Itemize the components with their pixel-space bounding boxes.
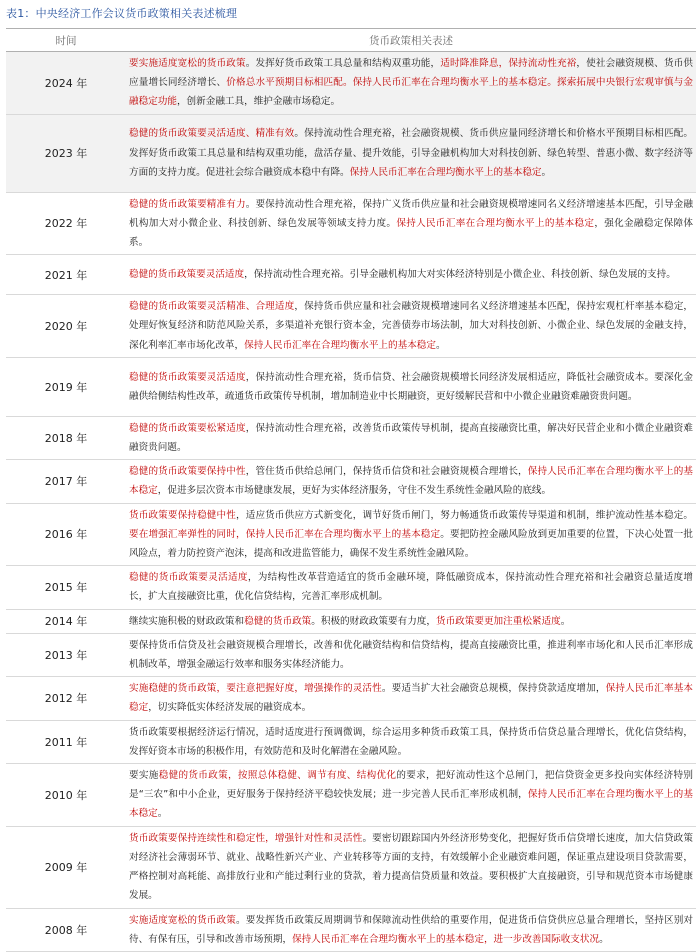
body-text: 货币政策要根据经济运行情况，适时适度进行预调微调，综合运用多种货币政策工具，保持货币信贷总量合理增长，优化信贷结构，发挥好资本市场的积极作用，有效防范和及时化解潜在金融风险。 xyxy=(129,726,693,757)
highlighted-text: 保持人民币汇率在合理均衡水平上的基本稳定 xyxy=(396,217,595,229)
row-text xyxy=(126,295,696,358)
row-year: 2012 年 xyxy=(6,677,126,720)
table-row xyxy=(6,503,696,566)
table-row xyxy=(6,460,696,503)
highlighted-text: 稳健的货币政策要灵活适度 xyxy=(129,269,245,281)
highlighted-text: 要实施适度宽松的货币政策 xyxy=(129,58,246,69)
highlighted-text: 稳健的货币政策要灵活精准、合理适度 xyxy=(129,301,295,313)
body-text: ，强化金融稳定保障体系。 xyxy=(129,217,694,249)
policy-table xyxy=(6,28,696,952)
highlighted-text: 货币政策要更加注重松紧适度 xyxy=(436,615,561,627)
highlighted-text: 要在增强汇率弹性的同时，保持人民币汇率在合理均衡水平上的基本稳定 xyxy=(129,528,441,540)
row-text xyxy=(126,503,696,566)
row-year: 2011 年 xyxy=(6,720,126,763)
row-year: 2024 年 xyxy=(6,52,126,115)
row-year: 2017 年 xyxy=(6,460,126,503)
body-text: 。 xyxy=(436,339,446,351)
row-text xyxy=(126,908,696,951)
highlighted-text: 货币政策要保持稳健中性 xyxy=(129,509,236,521)
row-year: 2023 年 xyxy=(6,114,126,192)
body-text: 。 xyxy=(157,808,168,820)
body-text: 继续实施积极的财政政策和 xyxy=(129,615,245,627)
body-text: 。发挥好货币政策工具总量和结构双重功能， xyxy=(245,58,441,69)
table-row xyxy=(6,416,696,459)
body-text: 。保持流动性合理充裕，社会融资规模、货币供应量同经济增长和价格水平预期目标相匹配。发挥好货币政策工具总量和结构双重功能，盘活存量、提升效能，引导金融机构加大对科技创新、绿色转型、普惠小微、数字经济等方面的支持力度。促进社会综合融资成本稳中有降。 xyxy=(129,128,694,178)
body-text: 。 xyxy=(560,615,571,627)
body-text: ，切实降低实体经济发展的融资成本。 xyxy=(148,702,312,714)
row-year: 2013 年 xyxy=(6,633,126,676)
body-text: 。 xyxy=(599,933,609,945)
body-text: 。要发挥货币政策反周期调节和保障流动性供给的重要作用，促进货币信贷供应总量合理增长，坚持区别对待、有保有压，引导和改善市场预期， xyxy=(129,914,694,945)
body-text: 。要把防控金融风险放到更加重要的位置，下决心处置一批风险点，着力防控资产泡沫，提高和改进监管能力，确保不发生系统性金融风险。 xyxy=(129,528,694,560)
row-year: 2015 年 xyxy=(6,566,126,609)
body-text: ，保持流动性合理充裕，货币信贷、社会融资规模增长同经济发展相适应，降低社会融资成本。要深化金融供给侧结构性改革，疏通货币政策传导机制，增加制造业中长期融资，更好缓解民营和中小微企业融资难融资贵问题。 xyxy=(129,371,694,402)
body-text: ，保持流动性合理充裕。引导金融机构加大对实体经济特别是小微企业、科技创新、绿色发展的支持。 xyxy=(244,269,676,281)
row-text xyxy=(126,826,696,908)
row-text xyxy=(126,720,696,763)
row-text xyxy=(126,357,696,416)
highlighted-text: 稳健的货币政策要松紧适度 xyxy=(129,422,246,434)
table-caption: 表1：中央经济工作会议货币政策相关表述梳理 xyxy=(6,7,238,20)
table-row xyxy=(6,677,696,720)
table-row xyxy=(6,908,696,951)
table-row xyxy=(6,357,696,416)
highlighted-text: 价格总水平预期目标相匹配。保持人民币汇率在合理均衡水平上的基本稳定。探索拓展中央银行宏观审慎与金融稳定功能 xyxy=(129,77,693,108)
highlighted-text: 保持人民币汇率在合理均衡水平上的基本稳定 xyxy=(129,789,693,820)
row-year: 2018 年 xyxy=(6,416,126,459)
row-text xyxy=(126,192,696,255)
row-text xyxy=(126,114,696,192)
body-text: ，为结构性改革营造适宜的货币金融环境，降低融资成本，保持流动性合理充裕和社会融资总量适度增长，扩大直接融资比重，优化信贷结构，完善汇率形成机制。 xyxy=(129,572,694,603)
row-year: 2014 年 xyxy=(6,609,126,633)
highlighted-text: 适时降准降息，保持流动性充裕 xyxy=(440,58,577,69)
body-text: 。 xyxy=(541,166,552,178)
table-row xyxy=(6,633,696,676)
highlighted-text: 实施适度宽松的货币政策 xyxy=(129,914,236,926)
table-row xyxy=(6,114,696,192)
body-text: ，管住货币供给总闸门，保持货币信贷和社会融资规模合理增长， xyxy=(245,466,528,478)
row-year: 2016 年 xyxy=(6,503,126,566)
table-row xyxy=(6,52,696,115)
row-text xyxy=(126,255,696,295)
body-text: ，适应货币供应方式新变化，调节好货币闸门，努力畅通货币政策传导渠道和机制，维护流动性基本稳定。 xyxy=(236,509,694,521)
table-row xyxy=(6,295,696,358)
header-text: 货币政策相关表述 xyxy=(126,29,696,52)
row-text xyxy=(126,460,696,503)
table-body xyxy=(6,52,696,952)
highlighted-text: 保持人民币汇率在合理均衡水平上的基本稳定，进一步改善国际收支状况 xyxy=(292,933,600,945)
highlighted-text: 稳健的货币政策，按照总体稳健、调节有度、结构优化 xyxy=(158,770,397,782)
row-year: 2021 年 xyxy=(6,255,126,295)
table-header xyxy=(6,29,696,52)
highlighted-text: 保持人民币汇率在合理均衡水平上的基本稳定 xyxy=(129,466,694,497)
highlighted-text: 稳健的货币政策要灵活适度 xyxy=(129,572,248,584)
highlighted-text: 稳健的货币政策要精准有力 xyxy=(129,198,246,210)
body-text: ，保持流动性合理充裕，改善货币政策传导机制，提高直接融资比重，解决好民营企业和小微企业融资难融资贵问题。 xyxy=(129,422,694,454)
row-text xyxy=(126,609,696,633)
table-row xyxy=(6,255,696,295)
row-year: 2009 年 xyxy=(6,826,126,908)
body-text: ，促进多层次资本市场健康发展，更好为实体经济服务，守住不发生系统性金融风险的底线。 xyxy=(157,485,552,497)
row-text xyxy=(126,416,696,459)
highlighted-text: 保持人民币汇率在合理均衡水平上的基本稳定 xyxy=(244,339,436,351)
row-year: 2008 年 xyxy=(6,908,126,951)
highlighted-text: 保持人民币汇率在合理均衡水平上的基本稳定 xyxy=(349,166,542,178)
body-text: 的要求，把好流动性这个总闸门，把信贷资金更多投向实体经济特别是“三农”和中小企业，更好服务于保持经济平稳较快发展；进一步完善人民币汇率形成机制， xyxy=(129,770,694,801)
highlighted-text: 货币政策要保持连续性和稳定性，增强针对性和灵活性 xyxy=(129,832,363,844)
highlighted-text: 实施稳健的货币政策，要注意把握好度，增强操作的灵活性 xyxy=(129,683,382,695)
body-text: 要保持货币信贷及社会融资规模合理增长，改善和优化融资结构和信贷结构，提高直接融资比重，推进利率市场化和人民币汇率形成机制改革，增强金融运行效率和服务实体经济能力。 xyxy=(129,639,693,671)
table-row xyxy=(6,609,696,633)
body-text: ，保持货币供应量和社会融资规模增速同名义经济增速基本匹配，保持宏观杠杆率基本稳定，处理好恢复经济和防范风险关系，多渠道补充银行资本金，完善债券市场法制，加大对科技创新、小微企业、绿色发展的金融支持，深化利率汇率市场化改革， xyxy=(129,301,694,351)
header-year: 时间 xyxy=(6,29,126,52)
row-text xyxy=(126,566,696,609)
row-text xyxy=(126,764,696,827)
row-text xyxy=(126,52,696,115)
row-text xyxy=(126,677,696,720)
body-text: 。要保持流动性合理充裕，保持广义货币供应量和社会融资规模增速同名义经济增速基本匹配，引导金融机构加大对小微企业、科技创新、绿色发展等领域支持力度。 xyxy=(129,198,694,229)
row-year: 2019 年 xyxy=(6,357,126,416)
body-text: 。要密切跟踪国内外经济形势变化，把握好货币信贷增长速度，加大信贷政策对经济社会薄弱环节、就业、战略性新兴产业、产业转移等方面的支持，有效缓解小企业融资难问题，保证重点建设项目贷款需要，严格控制对高耗能、高排放行业和产能过剩行业的贷款，着力提高信贷质量和效益。要积极扩大直接融资，引导和规范资本市场健康发展。 xyxy=(129,832,694,902)
table-row xyxy=(6,720,696,763)
highlighted-text: 保持人民币汇率基本稳定 xyxy=(129,683,694,714)
body-text: ，创新金融工具，维护金融市场稳定。 xyxy=(176,96,341,108)
highlighted-text: 稳健的货币政策要灵活适度、精准有效 xyxy=(129,128,295,140)
table-row xyxy=(6,192,696,255)
body-text: 要实施 xyxy=(129,770,159,782)
body-text: ，使社会融资规模、货币供应量增长同经济增长、 xyxy=(129,58,694,89)
table-row xyxy=(6,826,696,908)
header-row xyxy=(6,29,696,52)
row-text xyxy=(126,633,696,676)
row-year: 2010 年 xyxy=(6,764,126,827)
table-row xyxy=(6,566,696,609)
highlighted-text: 稳健的货币政策 xyxy=(244,615,312,627)
row-year: 2020 年 xyxy=(6,295,126,358)
body-text: 。要适当扩大社会融资总规模，保持贷款适度增加， xyxy=(381,683,606,695)
highlighted-text: 稳健的货币政策要灵活适度 xyxy=(129,371,246,383)
table-row xyxy=(6,764,696,827)
highlighted-text: 稳健的货币政策要保持中性 xyxy=(129,466,246,478)
body-text: 。积极的财政政策要有力度， xyxy=(311,615,436,627)
row-year: 2022 年 xyxy=(6,192,126,255)
